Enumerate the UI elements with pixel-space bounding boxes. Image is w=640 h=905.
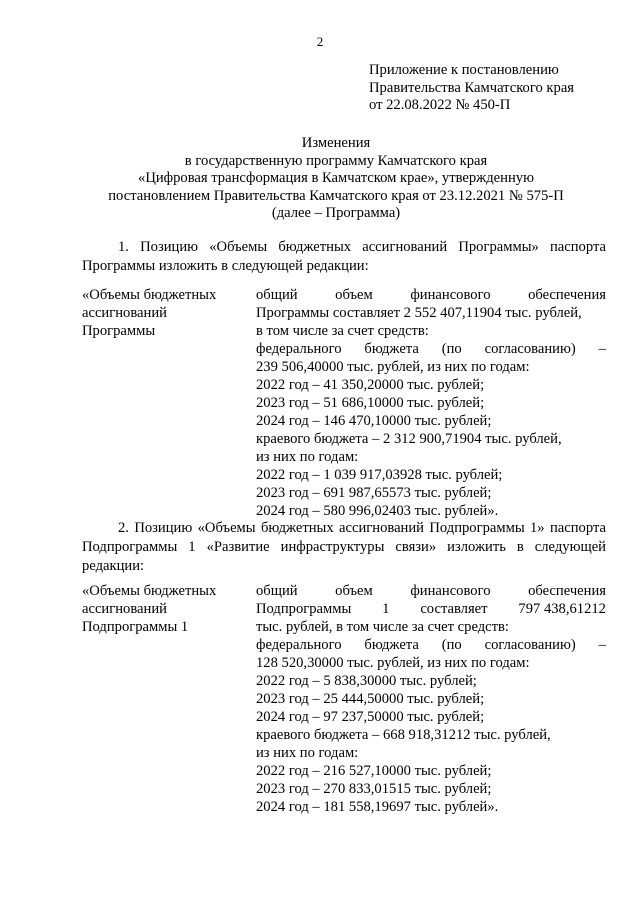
value-line: 2022 год – 216 527,10000 тыс. рублей; bbox=[256, 763, 492, 779]
label-line: Программы bbox=[82, 323, 156, 339]
section-1-text: 1. Позицию «Объемы бюджетных ассигнований Программы» паспорта Программы изложить в следующей редакции: bbox=[82, 239, 606, 274]
value-line: 2024 год – 146 470,10000 тыс. рублей; bbox=[256, 413, 492, 429]
value-word: общий bbox=[256, 583, 298, 599]
value-line bbox=[256, 600, 606, 618]
value-word: федерального bbox=[256, 341, 342, 357]
page-number: 2 bbox=[316, 34, 324, 49]
section-1-label bbox=[82, 286, 247, 340]
value-line: 2023 год – 270 833,01515 тыс. рублей; bbox=[256, 781, 492, 797]
section-2-label bbox=[82, 582, 247, 636]
value-line: 2024 год – 181 558,19697 тыс. рублей». bbox=[256, 799, 499, 815]
value-line: 2023 год – 691 987,65573 тыс. рублей; bbox=[256, 485, 492, 501]
value-line bbox=[256, 636, 606, 654]
value-word: 1 bbox=[382, 601, 390, 617]
value-line: тыс. рублей, в том числе за счет средств: bbox=[256, 619, 509, 635]
value-line: 239 506,40000 тыс. рублей, из них по годам: bbox=[256, 359, 530, 375]
value-line: 2022 год – 41 350,20000 тыс. рублей; bbox=[256, 377, 485, 393]
value-line: 2022 год – 5 838,30000 тыс. рублей; bbox=[256, 673, 477, 689]
value-line: из них по годам: bbox=[256, 745, 359, 761]
value-word: – bbox=[598, 341, 606, 357]
value-line: краевого бюджета – 668 918,31212 тыс. рублей, bbox=[256, 727, 551, 743]
title-line: (далее – Программа) bbox=[271, 205, 401, 221]
title-line: «Цифровая трансформация в Камчатском крае», утвержденную bbox=[138, 170, 534, 186]
value-line: 2023 год – 51 686,10000 тыс. рублей; bbox=[256, 395, 485, 411]
value-line: в том числе за счет средств: bbox=[256, 323, 429, 339]
value-word: финансового bbox=[410, 287, 491, 303]
value-line: 2024 год – 580 996,02403 тыс. рублей». bbox=[256, 503, 499, 519]
value-word: федерального bbox=[256, 637, 342, 653]
value-word: бюджета bbox=[364, 637, 419, 653]
label-line: ассигнований bbox=[82, 601, 167, 617]
value-word: 797 438,61212 bbox=[518, 601, 606, 617]
value-word: обеспечения bbox=[528, 287, 606, 303]
value-line bbox=[256, 286, 606, 304]
value-line: из них по годам: bbox=[256, 449, 359, 465]
value-line: 2022 год – 1 039 917,03928 тыс. рублей; bbox=[256, 467, 503, 483]
value-word: объем bbox=[335, 287, 373, 303]
value-word: бюджета bbox=[364, 341, 419, 357]
value-line: 2023 год – 25 444,50000 тыс. рублей; bbox=[256, 691, 485, 707]
value-word: объем bbox=[335, 583, 373, 599]
appendix-line: от 22.08.2022 № 450-П bbox=[369, 97, 511, 113]
appendix-line: Приложение к постановлению bbox=[369, 62, 559, 78]
appendix-block bbox=[369, 62, 619, 115]
label-line: Подпрограммы 1 bbox=[82, 619, 189, 635]
section-2-text: 2. Позицию «Объемы бюджетных ассигнований Подпрограммы 1» паспорта Подпрограммы 1 «Развитие инфраструктуры связи» изложить в следующей редакции: bbox=[82, 520, 606, 574]
value-word: согласованию) bbox=[484, 637, 576, 653]
title-line: постановлением Правительства Камчатского края от 23.12.2021 № 575-П bbox=[108, 187, 564, 204]
value-word: (по bbox=[441, 341, 462, 357]
value-word: общий bbox=[256, 287, 298, 303]
value-line bbox=[256, 582, 606, 600]
label-line: «Объемы бюджетных bbox=[82, 287, 217, 303]
document-title bbox=[70, 135, 602, 223]
value-line: 128 520,30000 тыс. рублей, из них по годам: bbox=[256, 655, 530, 671]
value-line: 2024 год – 97 237,50000 тыс. рублей; bbox=[256, 709, 485, 725]
appendix-line: Правительства Камчатского края bbox=[369, 79, 575, 96]
section-2-value bbox=[256, 582, 606, 816]
value-line: краевого бюджета – 2 312 900,71904 тыс. рублей, bbox=[256, 431, 562, 447]
label-line: «Объемы бюджетных bbox=[82, 583, 217, 599]
value-word: (по bbox=[441, 637, 462, 653]
title-line: Изменения bbox=[301, 135, 371, 151]
value-word: обеспечения bbox=[528, 583, 606, 599]
title-line: в государственную программу Камчатского края bbox=[184, 152, 488, 169]
value-line: Программы составляет 2 552 407,11904 тыс. рублей, bbox=[256, 305, 582, 321]
value-line bbox=[256, 340, 606, 358]
value-word: финансового bbox=[410, 583, 491, 599]
section-1-value bbox=[256, 286, 606, 520]
value-word: – bbox=[598, 637, 606, 653]
value-word: составляет bbox=[420, 601, 488, 617]
value-word: Подпрограммы bbox=[256, 601, 352, 617]
value-word: согласованию) bbox=[484, 341, 576, 357]
label-line: ассигнований bbox=[82, 305, 167, 321]
